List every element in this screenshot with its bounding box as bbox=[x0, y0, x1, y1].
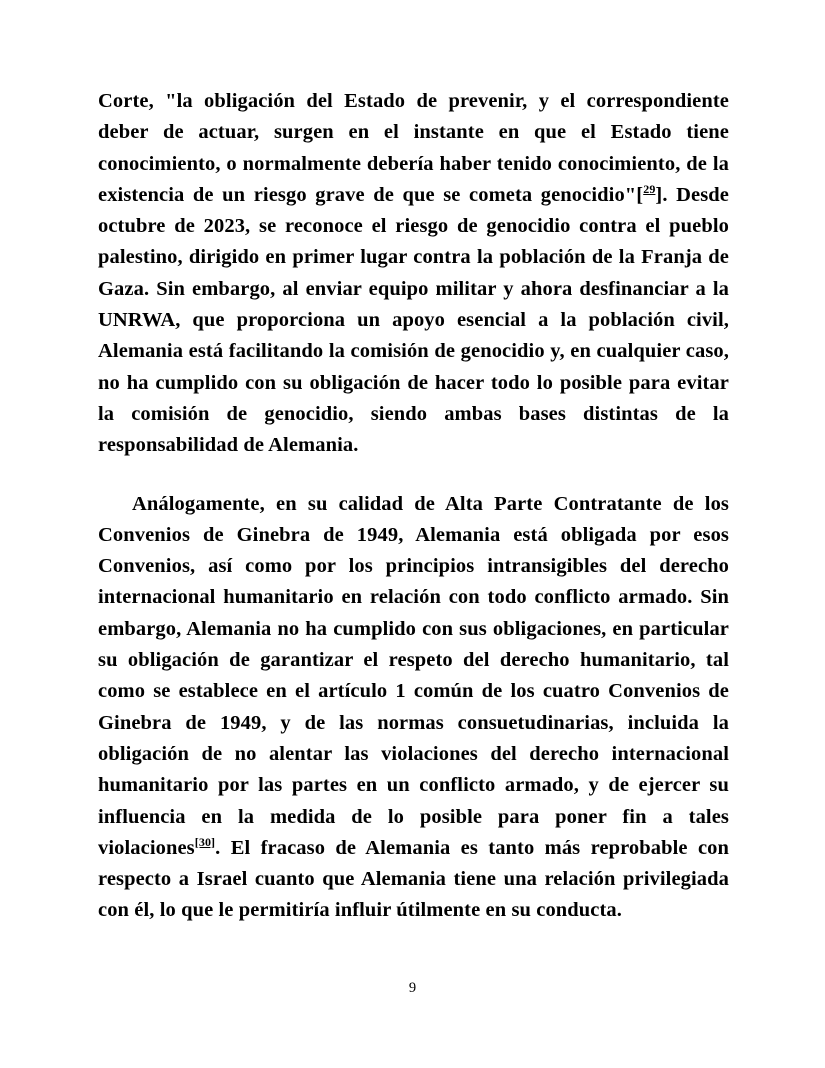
paragraph-1: Corte, "la obligación del Estado de prevenir, y el correspondiente deber de actuar, surgen en el instante en que el Estado tiene conocimiento, o normalmente debería haber tenido conocimiento, de la existencia de un riesgo grave de que se cometa genocidio"[$^{29}$]. Desde octubre de 2023, se reconoce el riesgo de genocidio contra el pueblo palestino, dirigido en primer lugar contra la población de la Franja de Gaza. Sin embargo, al enviar equipo militar y ahora desfinanciar a la UNRWA, que proporciona un apoyo esencial a la población civil, Alemania está facilitando la comisión de genocidio y, en cualquier caso, no ha cumplido con su obligación de hacer todo lo posible para evitar la comisión de genocidio, siendo ambas bases distintas de la responsabilidad de Alemania. bbox=[98, 90, 729, 457]
paragraph-2: Análogamente, en su calidad de Alta Parte Contratante de los Convenios de Ginebra de 1949, Alemania está obligada por esos Convenios, así como por los principios intransigibles del derecho internacional humanitario en relación con todo conflicto armado. Sin embargo, Alemania no ha cumplido con sus obligaciones, en particular su obligación de garantizar el respeto del derecho humanitario, tal como se establece en el artículo 1 común de los cuatro Convenios de Ginebra de 1949, y de las normas consuetudinarias, incluida la obligación de no alentar las violaciones del derecho internacional humanitario por las partes en un conflicto armado, y de ejercer su influencia en la medida de lo posible para poner fin a tales violaciones[30]. El fracaso de Alemania es tanto más reprobable con respecto a Israel cuanto que Alemania tiene una relación privilegiada con él, lo que le permitiría influir útilmente en su conducta. bbox=[98, 492, 729, 922]
page-number: 9 bbox=[408, 980, 417, 996]
document-body bbox=[98, 86, 729, 927]
footnote-reference[interactable]: [30] bbox=[194, 835, 216, 849]
footnote-reference[interactable]: 29 bbox=[643, 182, 656, 197]
